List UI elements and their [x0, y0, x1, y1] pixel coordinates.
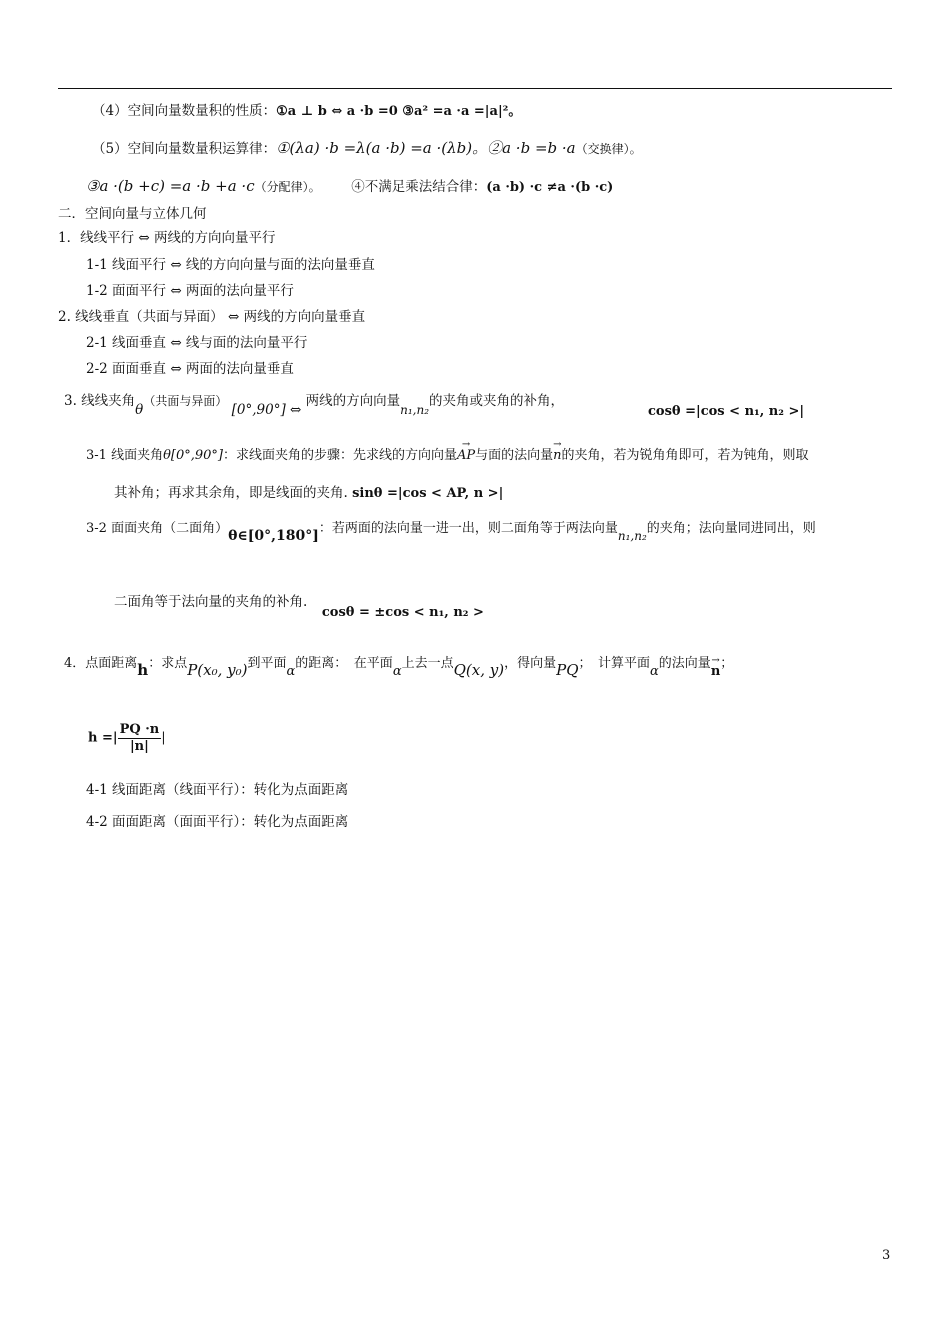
item-1-1: 1-1 线面平行 ⇔ 线的方向向量与面的法向量垂直: [86, 257, 375, 273]
item-4-text6: ； 计算平面: [578, 656, 651, 671]
property-4-formula: ①a ⊥ b ⇔ a ·b =0 ③a² =a ·a =|a|²。: [276, 104, 522, 119]
page-number: 3: [882, 1248, 891, 1263]
alpha-symbol: α: [286, 664, 296, 679]
item-3-cond: （共面与异面）: [143, 394, 228, 408]
item-3-range: [0°,90°] ⇔: [231, 402, 302, 418]
distance-h-eq: h =|: [88, 730, 118, 746]
item-4-text8: ；: [720, 656, 734, 671]
property-4: [92, 101, 521, 122]
property-5-note: （交换律）。: [575, 142, 642, 156]
alpha-symbol-3: α: [650, 664, 659, 679]
item-3-2-cont: [114, 592, 484, 620]
associative-formula: (a ·b) ·c ≠a ·(b ·c): [486, 180, 614, 195]
item-3-2-vectors: n₁,n₂: [617, 529, 647, 543]
distance-numerator: PQ ·n: [119, 722, 160, 737]
item-4-text2: 到平面: [247, 656, 287, 671]
item-3-1-text3: 的夹角，若为锐角角即可，若为钝角，则取: [561, 448, 809, 463]
header-rule: [58, 88, 892, 89]
item-4-label: 4．点面距离: [64, 656, 138, 671]
item-3-vectors: n₁,n₂: [400, 403, 430, 417]
item-4-text1: ：求点: [148, 656, 188, 671]
h-symbol: h: [137, 661, 149, 679]
item-3-1-line2: 其补角；再求其余角，即是线面的夹角.: [114, 485, 348, 501]
item-3-2-formula: cosθ = ±cos < n₁, n₂ >: [321, 605, 484, 620]
property-5-label: （5）空间向量数量积运算律：: [92, 141, 277, 157]
point-p: P(x₀, y₀): [187, 661, 248, 679]
normal-vector: → n: [711, 662, 720, 682]
item-3-formula: cosθ =|cos < n₁, n₂ >|: [648, 404, 805, 419]
property-6: [86, 176, 613, 198]
property-5: [92, 138, 642, 159]
item-3-2-label: 3-2 面面夹角（二面角）: [86, 521, 229, 536]
item-3-1: [86, 446, 809, 466]
item-4-text5: ，得向量: [504, 656, 557, 671]
item-3-1-label: 3-1 线面夹角: [86, 448, 164, 463]
item-3-2-line2: 二面角等于法向量的夹角的补角.: [114, 594, 308, 610]
item-4-text3: 的距离： 在平面: [295, 656, 393, 671]
item-3-1-text2: 与面的法向量: [475, 448, 554, 463]
distance-denominator: |n|: [129, 739, 149, 754]
item-2-2: 2-2 面面垂直 ⇔ 两面的法向量垂直: [86, 361, 294, 377]
item-4-2: 4-2 面面距离（面面平行）：转化为点面距离: [86, 814, 349, 830]
ap-vector: → AP: [457, 446, 475, 466]
item-3-1-range: θ[0°,90°]: [163, 448, 223, 463]
alpha-symbol-2: α: [392, 664, 402, 679]
item-2: 2. 线线垂直（共面与异面） ⇔ 两线的方向向量垂直: [58, 309, 366, 325]
item-3-2: [86, 518, 816, 544]
item-1: 1．线线平行 ⇔ 两线的方向向量平行: [58, 230, 276, 246]
point-q: Q(x, y): [453, 661, 505, 679]
item-3-1-formula: sinθ =|cos < AP, n >|: [352, 486, 504, 501]
item-3-2-text2: 的夹角；法向量同进同出，则: [646, 521, 816, 536]
item-3-2-range: θ∈[0°,180°]: [228, 528, 319, 544]
distributive-formula: ③a ·(b +c) =a ·b +a ·c: [86, 177, 255, 195]
item-4-text4: 上去一点: [401, 656, 454, 671]
item-4-text7: 的法向量: [658, 656, 711, 671]
section-2-title: 二．空间向量与立体几何: [58, 206, 207, 222]
distance-abs-close: |: [161, 730, 166, 746]
pq-vector: PQ: [556, 661, 579, 679]
n-vector: → n: [553, 446, 561, 466]
item-3: [64, 391, 565, 418]
distance-fraction: [118, 722, 162, 755]
item-2-1: 2-1 线面垂直 ⇔ 线与面的法向量平行: [86, 335, 308, 351]
distance-formula: [88, 722, 166, 755]
distributive-note: （分配律）。: [254, 180, 321, 194]
item-3-label: 3. 线线夹角: [64, 393, 136, 409]
property-5-formula: ①(λa) ·b =λ(a ·b) =a ·(λb)。②a ·b =b ·a: [276, 139, 576, 157]
item-4: [64, 652, 734, 679]
item-3-1-cont: [114, 483, 503, 504]
item-3-2-text: ：若两面的法向量一进一出，则二面角等于两法向量: [318, 521, 618, 536]
item-4-1: 4-1 线面距离（线面平行）：转化为点面距离: [86, 782, 349, 798]
item-3-text: 两线的方向向量: [305, 393, 401, 409]
item-3-text2: 的夹角或夹角的补角，: [429, 393, 565, 409]
theta-symbol: θ: [135, 402, 144, 418]
associative-text: ④不满足乘法结合律：: [351, 179, 487, 195]
item-1-2: 1-2 面面平行 ⇔ 两面的法向量平行: [86, 283, 294, 299]
item-3-1-text: ：求线面夹角的步骤：先求线的方向向量: [223, 448, 458, 463]
property-4-label: （4）空间向量数量积的性质：: [92, 103, 277, 119]
